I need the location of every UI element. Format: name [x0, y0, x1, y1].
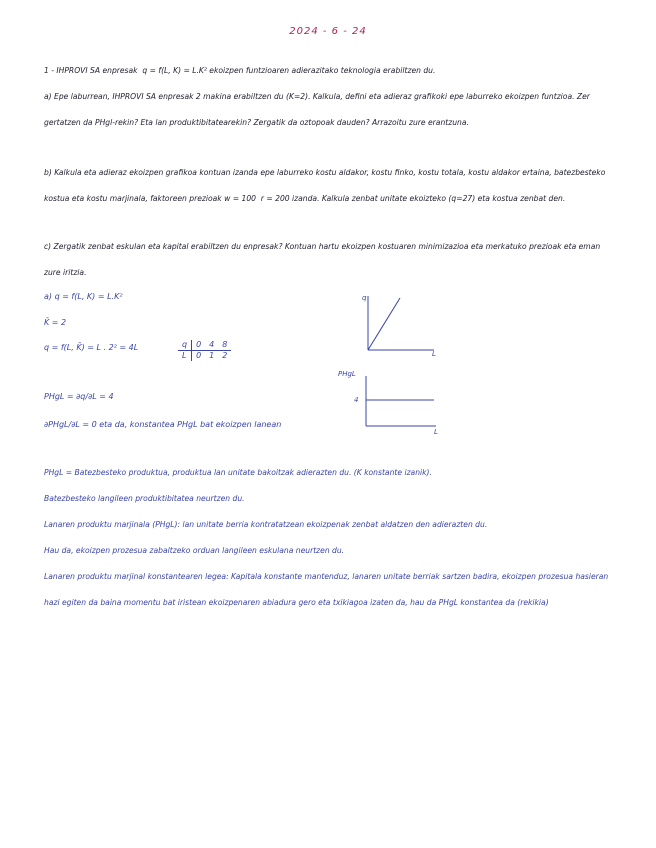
- value-table: [178, 340, 231, 361]
- table-cell: 0: [196, 351, 202, 360]
- explanation-paragraph-4: Hau da, ekoizpen prozesua zabaltzeko orduan langileen eskulana neurtzen du.: [44, 546, 345, 555]
- value-table-row: [178, 340, 231, 351]
- explanation-paragraph-5: Lanaren produktu marjinal konstantearen legea: Kapitala konstante mantenduz, lanaren unitate berriak sartzen badira, ekoizpen prozesua hasieran hazi egiten da baina momentu bat iristean ekoizpenaren abiadura gero eta txikiagoa izaten da, hau da PHgL konstantea da (rekikia): [44, 572, 611, 607]
- value-table-row: [178, 351, 231, 361]
- solution-line-5: ∂PHgL/∂L = 0 eta da, konstantea PHgL bat ekoizpen lanean: [44, 420, 282, 429]
- solution-line-2: K̄ = 2: [44, 318, 67, 327]
- table-cell: 2: [222, 351, 228, 360]
- solution-line-4: PHgL = ∂q/∂L = 4: [44, 392, 114, 401]
- production-function-graph: [360, 292, 440, 358]
- explanation-paragraph-1: PHgL = Batezbesteko produktua, produktua lan unitate bakoitzak adierazten du. (K konstante izanik).: [44, 468, 432, 477]
- graph-y-label: PHgL: [338, 370, 356, 378]
- explanation-paragraph-3: Lanaren produktu marjinala (PHgL): lan unitate berria kontratatzean ekoizpenak zenbat aldatzen den adierazten du.: [44, 520, 488, 529]
- table-cell: 8: [218, 340, 231, 351]
- solution-line-3: q = f(L, K̄) = L . 2² = 4L: [44, 343, 139, 352]
- table-cell: 0: [192, 340, 205, 351]
- table-cell: q: [178, 340, 192, 351]
- graph-x-label: L: [432, 350, 436, 358]
- graph-x-label: L: [434, 428, 438, 436]
- graph-y-label: q: [362, 294, 367, 302]
- production-line: [368, 298, 400, 350]
- table-cell: 4: [205, 340, 218, 351]
- solution-line-1: a) q = f(L, K) = L.K²: [44, 292, 123, 301]
- problem-part-c: c) Zergatik zenbat eskulan eta kapital erabiltzen du enpresak? Kontuan hartu ekoizpen kostuaren minimizazioa eta merkatuko prezioak eta eman zure iritzia.: [44, 242, 603, 277]
- table-cell: L: [178, 351, 192, 361]
- problem-part-b: b) Kalkula eta adieraz ekoizpen grafikoa kontuan izanda epe laburreko kostu aldakor, kostu finko, kostu totala, kostu aldakor ertaina, batezbesteko kostua eta kostu marjinala, faktoreen prezioak w = 100 r = 200 izanda. Kalkula zenbat unitate ekoizteko (q=27) eta kostua zenbat den.: [44, 168, 608, 203]
- problem-part-a: a) Epe laburrean, IHPROVI SA enpresak 2 makina erabiltzen du (K=2). Kalkula, defini eta adieraz grafikoki epe laburreko ekoizpen funtzioa. Zer gertatzen da PHgl-rekin? Eta lan produktibitatearekin? Zergatik da oztopoak dauden? Arrazoitu zure erantzuna.: [44, 92, 593, 127]
- problem-intro: 1 - IHPROVI SA enpresak q = f(L, K) = L.K² ekoizpen funtzioaren adierazitako teknologia erabiltzen du.: [44, 66, 436, 75]
- graph-y-tick: 4: [354, 396, 359, 404]
- marginal-product-graph: [338, 368, 448, 438]
- document-date: 2024 - 6 - 24: [289, 26, 367, 37]
- table-cell: 1: [209, 351, 215, 360]
- explanation-paragraph-2: Batezbesteko langileen produktibitatea neurtzen du.: [44, 494, 245, 503]
